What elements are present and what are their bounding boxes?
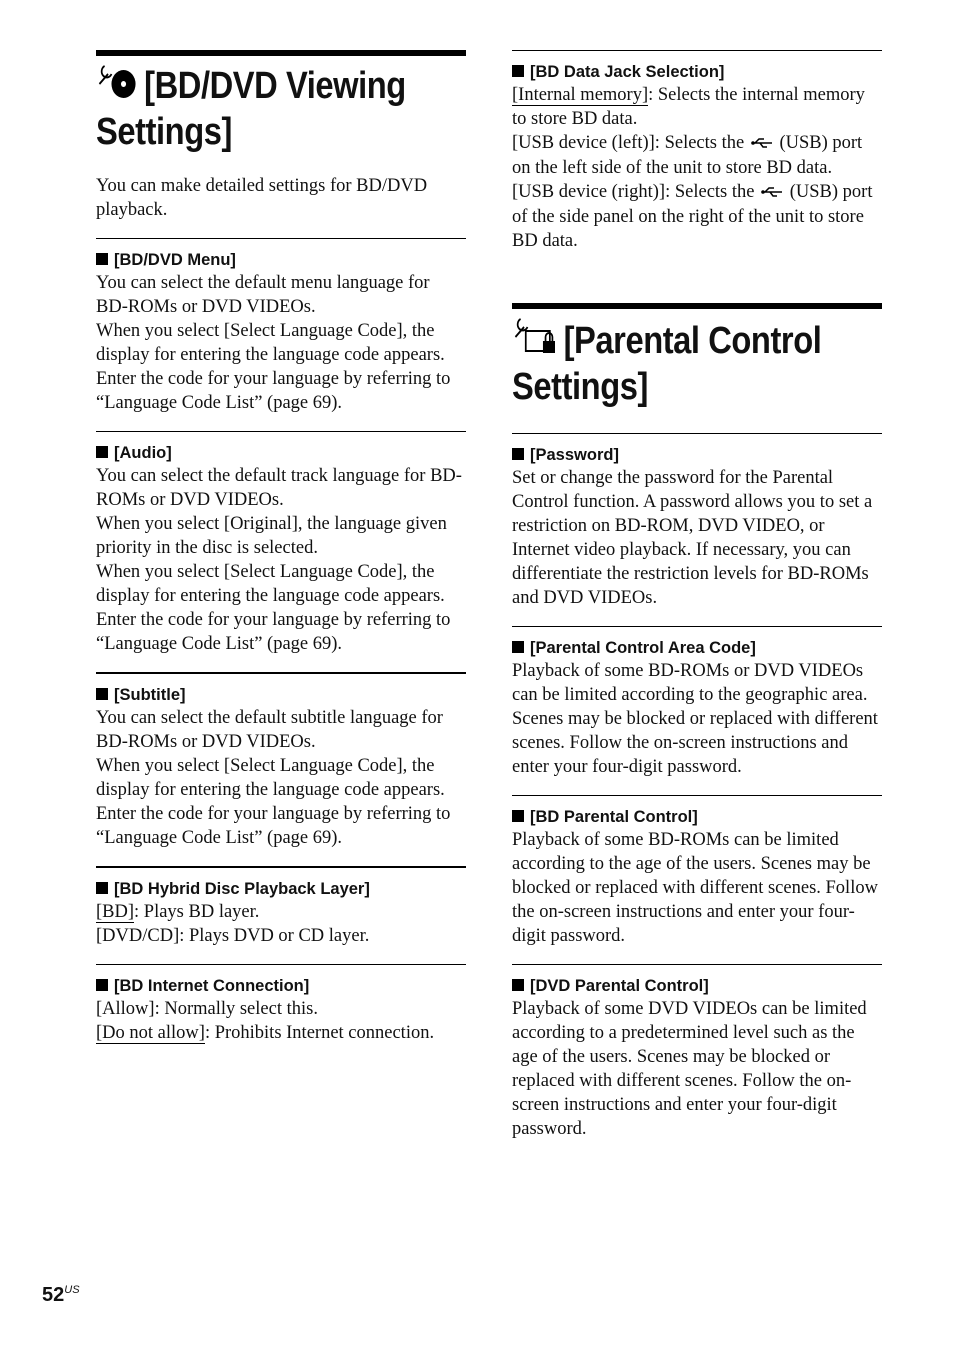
item-title: [Password] bbox=[530, 445, 619, 464]
item-title: [BD Data Jack Selection] bbox=[530, 63, 725, 81]
left-column bbox=[96, 50, 466, 1061]
item-text: Playback of some BD-ROMs can be limited according to the age of the users. Scenes may be blocked or replaced with different scenes. Follow the on-screen instructions and enter your four-digit password. bbox=[512, 829, 878, 946]
item-password bbox=[512, 433, 882, 610]
item-title: [DVD Parental Control] bbox=[530, 976, 709, 995]
item-bd-hybrid-disc bbox=[96, 866, 466, 948]
item-bd-data-jack: [BD Data Jack Selection] [Internal memory]: Selects the internal memory to store BD data. [USB device (left)]: Selects the (USB) port on the left side of the unit to store BD data. [USB device (right)]: Selects the (USB) port of the side panel on the right of the unit to store BD data. bbox=[512, 50, 882, 253]
wrench-lock-icon bbox=[512, 315, 558, 365]
wrench-disc-icon bbox=[96, 62, 139, 110]
section-intro: You can make detailed settings for BD/DVD playback. bbox=[96, 176, 428, 220]
item-text: When you select [Select Language Code], the display for entering the language code appears. Enter the code for your language by referring to “Language Code List” (page 69). bbox=[96, 562, 451, 654]
section-title: [Parental Control Settings] bbox=[512, 315, 882, 409]
option-desc: : Plays BD layer. bbox=[134, 902, 260, 922]
item-bd-parental-control bbox=[512, 795, 882, 948]
parental-control-section-header bbox=[512, 303, 882, 409]
item-text: When you select [Original], the language given priority in the disc is selected. bbox=[96, 514, 447, 558]
bullet-square-icon bbox=[512, 65, 524, 77]
bullet-square-icon bbox=[96, 446, 108, 458]
item-dvd-parental-control bbox=[512, 964, 882, 1141]
item-title: [Subtitle] bbox=[114, 686, 186, 704]
item-text: Set or change the password for the Parental Control function. A password allows you to set a restriction on BD-ROM, DVD VIDEO, or Internet video playback. If necessary, you can differentiate the restriction levels for BD-ROMs and DVD VIDEOs. bbox=[512, 467, 873, 608]
item-text: You can select the default menu language for BD-ROMs or DVD VIDEOs. bbox=[96, 273, 430, 317]
right-column bbox=[512, 50, 882, 1157]
bullet-square-icon bbox=[512, 810, 524, 822]
item-text: You can select the default subtitle language for BD-ROMs or DVD VIDEOs. bbox=[96, 708, 443, 752]
option-text: [Allow]: Normally select this. bbox=[96, 999, 318, 1019]
bullet-square-icon bbox=[96, 979, 108, 991]
item-title: [BD Parental Control] bbox=[530, 807, 698, 826]
item-title: [BD Internet Connection] bbox=[114, 977, 310, 995]
bullet-square-icon bbox=[96, 253, 108, 265]
option-text: [DVD/CD]: Plays DVD or CD layer. bbox=[96, 926, 370, 946]
usb-icon bbox=[751, 132, 773, 156]
bullet-square-icon bbox=[96, 688, 108, 700]
region-code: US bbox=[64, 1284, 80, 1296]
item-parental-area-code bbox=[512, 626, 882, 779]
item-text: When you select [Select Language Code], the display for entering the language code appears. Enter the code for your language by referring to “Language Code List” (page 69). bbox=[96, 321, 451, 413]
default-option: [BD] bbox=[96, 902, 135, 922]
option-desc: : Prohibits Internet connection. bbox=[204, 1023, 435, 1043]
page-number: $52^{US}$ bbox=[42, 1284, 80, 1306]
default-option: [Do not allow] bbox=[96, 1023, 205, 1043]
item-title: [BD Hybrid Disc Playback Layer] bbox=[114, 880, 370, 898]
usb-icon bbox=[761, 181, 783, 205]
section-title: [BD/DVD Viewing Settings] bbox=[96, 62, 466, 154]
item-bd-dvd-menu bbox=[96, 238, 466, 415]
item-text: You can select the default track language for BD-ROMs or DVD VIDEOs. bbox=[96, 466, 462, 510]
option-desc: : Selects the internal memory to store BD data. bbox=[512, 85, 865, 129]
item-title: [Parental Control Area Code] bbox=[530, 638, 756, 657]
item-title: [BD/DVD Menu] bbox=[114, 251, 236, 269]
item-text: When you select [Select Language Code], the display for entering the language code appears. Enter the code for your language by referring to “Language Code List” (page 69). bbox=[96, 756, 451, 848]
item-title: [Audio] bbox=[114, 444, 172, 462]
item-audio bbox=[96, 431, 466, 656]
item-text: Playback of some DVD VIDEOs can be limited according to a predetermined level such as the age of the users. Scenes may be blocked or replaced with different scenes. Follow the on-screen instructions and enter your four-digit password. bbox=[512, 998, 867, 1139]
bd-dvd-viewing-section-header bbox=[96, 50, 466, 154]
item-bd-internet-connection bbox=[96, 964, 466, 1045]
bullet-square-icon bbox=[512, 641, 524, 653]
bullet-square-icon bbox=[96, 882, 108, 894]
bullet-square-icon bbox=[512, 448, 524, 460]
item-subtitle bbox=[96, 672, 466, 850]
default-option: [Internal memory] bbox=[512, 85, 649, 105]
bullet-square-icon bbox=[512, 979, 524, 991]
item-text: Playback of some BD-ROMs or DVD VIDEOs can be limited according to the geographic area. Scenes may be blocked or replaced with different scenes. Follow the on-screen instructions and enter your four-digit password. bbox=[512, 660, 878, 777]
